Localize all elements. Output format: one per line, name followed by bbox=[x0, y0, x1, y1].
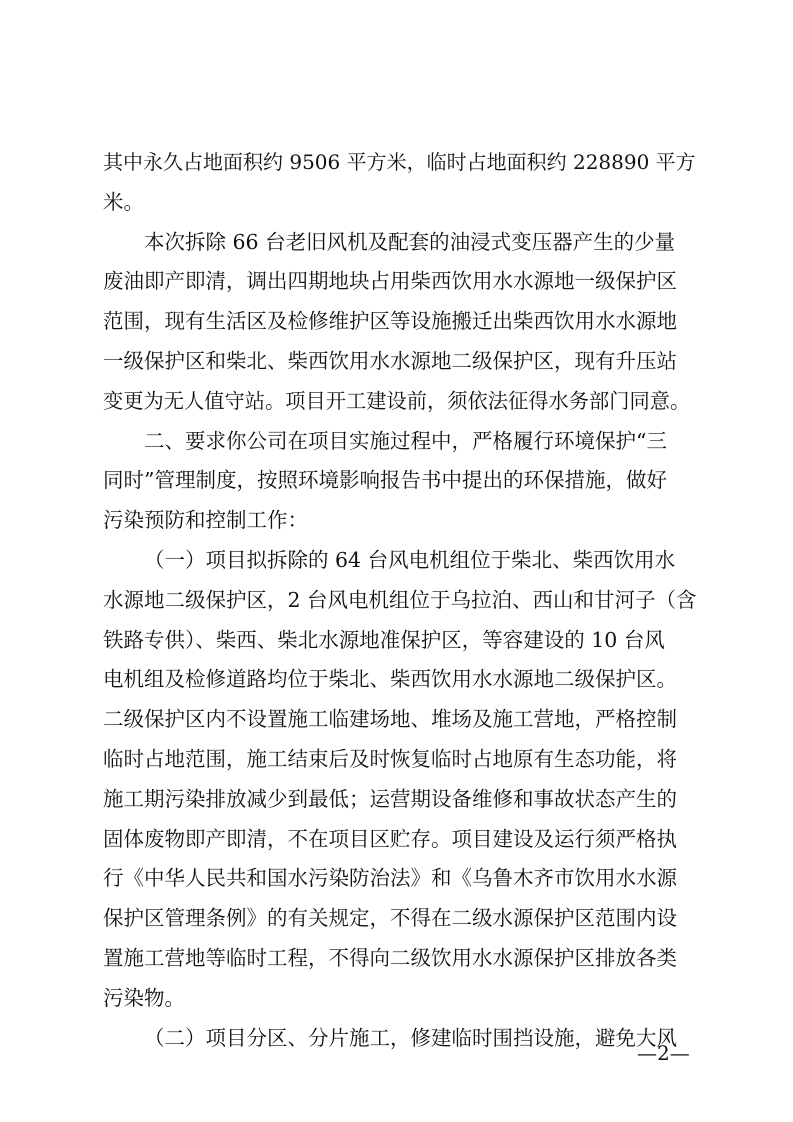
text-line: 其中永久占地面积约 9506 平方米，临时占地面积约 228890 平方 bbox=[103, 150, 696, 174]
document-body bbox=[103, 143, 697, 1058]
text-line: 污染预防和控制工作： bbox=[103, 508, 308, 533]
text-line: （二）项目分区、分片施工，修建临时围挡设施，避免大风 bbox=[144, 1025, 677, 1050]
text-line: 本次拆除 66 台老旧风机及配套的油浸式变压器产生的少量 bbox=[144, 229, 676, 254]
text-line: 污染物。 bbox=[103, 985, 185, 1010]
text-line: 临时占地范围，施工结束后及时恢复临时占地原有生态功能，将 bbox=[103, 746, 677, 771]
text-line: 变更为无人值守站。项目开工建设前，须依法征得水务部门同意。 bbox=[103, 388, 691, 413]
text-line: 置施工营地等临时工程，不得向二级饮用水水源保护区排放各类 bbox=[103, 945, 677, 970]
text-line: 水源地二级保护区，2 台风电机组位于乌拉泊、西山和甘河子（含 bbox=[103, 587, 697, 612]
text-line: 一级保护区和柴北、柴西饮用水水源地二级保护区，现有升压站 bbox=[103, 348, 677, 373]
text-line: 行《中华人民共和国水污染防治法》和《乌鲁木齐市饮用水水源 bbox=[103, 866, 677, 891]
text-line: 施工期污染排放减少到最低；运营期设备维修和事故状态产生的 bbox=[103, 786, 677, 811]
text-line: 废油即产即清，调出四期地块占用柴西饮用水水源地一级保护区 bbox=[103, 269, 677, 294]
text-line: 电机组及检修道路均位于柴北、柴西饮用水水源地二级保护区。 bbox=[103, 667, 677, 692]
text-line: 铁路专供）、柴西、柴北水源地准保护区，等容建设的 10 台风 bbox=[103, 627, 665, 652]
text-line: 二、要求你公司在项目实施过程中，严格履行环境保护“三 bbox=[144, 428, 667, 453]
text-line: 二级保护区内不设置施工临建场地、堆场及施工营地，严格控制 bbox=[103, 707, 677, 732]
text-line: 同时”管理制度，按照环境影响报告书中提出的环保措施，做好 bbox=[103, 468, 667, 493]
text-line: 固体废物即产即清，不在项目区贮存。项目建设及运行须严格执 bbox=[103, 826, 677, 851]
text-line: 保护区管理条例》的有关规定，不得在二级水源保护区范围内设 bbox=[103, 906, 677, 931]
text-line: （一）项目拟拆除的 64 台风电机组位于柴北、柴西饮用水 bbox=[144, 547, 676, 572]
page-number: —2— bbox=[637, 1041, 690, 1065]
text-line: 米。 bbox=[103, 189, 144, 214]
text-line: 范围，现有生活区及检修维护区等设施搬迁出柴西饮用水水源地 bbox=[103, 309, 677, 334]
